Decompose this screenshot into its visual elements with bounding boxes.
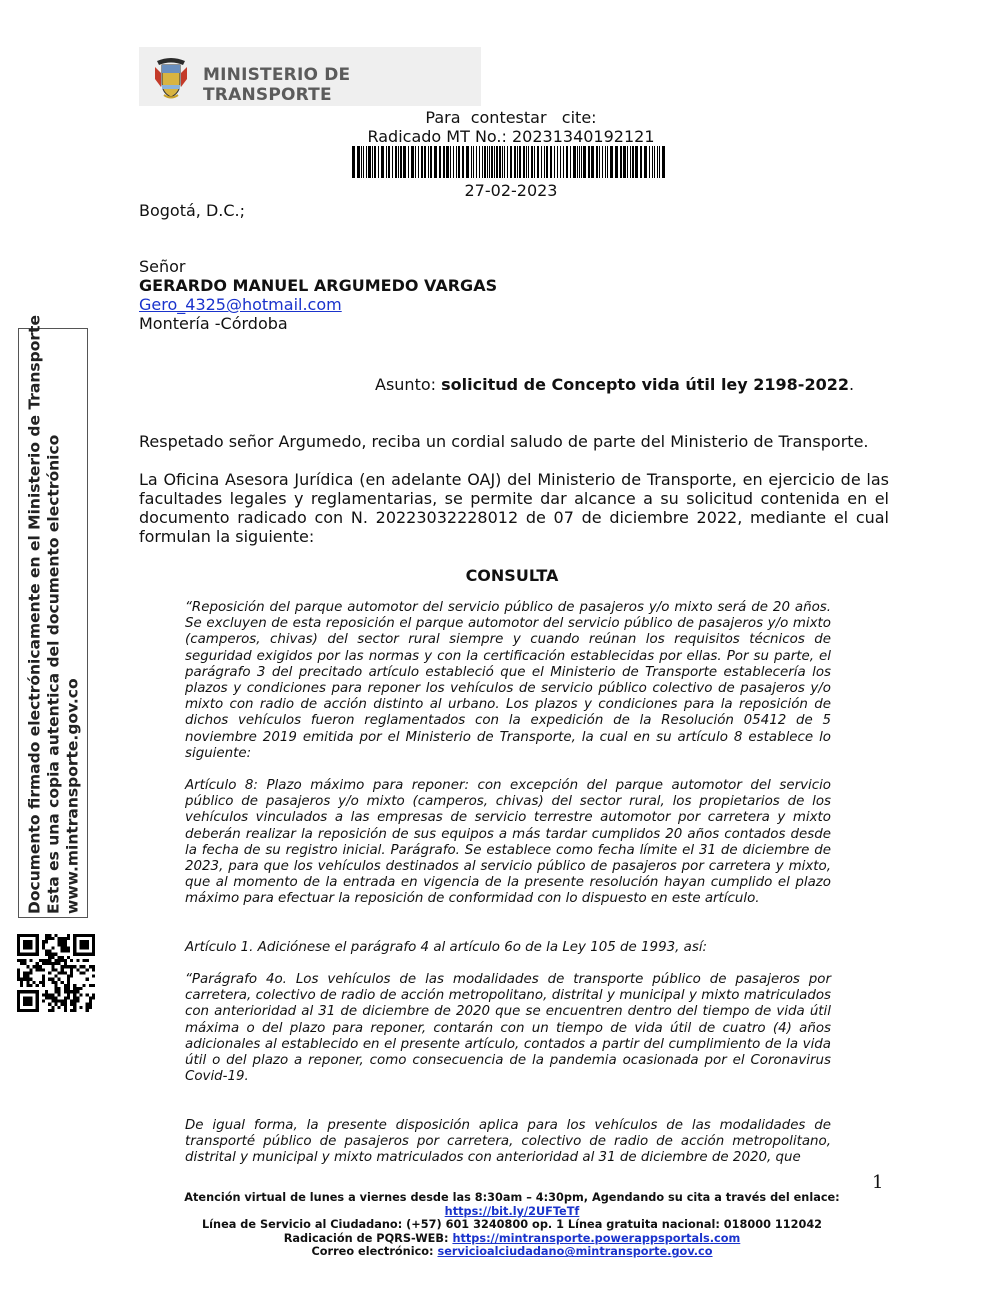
- footer-hours: Atención virtual de lunes a viernes desde las 8:30am – 4:30pm, Agendando su cita a través del enlace:: [184, 1191, 840, 1204]
- stamp-line-1: Documento firmado electrónicamente en el Ministerio de Transporte: [25, 315, 44, 914]
- quote-paragraph: De igual forma, la presente disposición aplica para los vehículos de las modalidades de transporté público de pasajeros por carretera, colectivo de radio de acción metropolitano, distrital y municipal y mixto matriculados con anterioridad al 31 de diciembre de 2020, que: [185, 1118, 831, 1166]
- consulta-heading: CONSULTA: [465, 566, 559, 585]
- cite-label: Para contestar cite:: [425, 108, 597, 127]
- radicado-number: Radicado MT No.: 20231340192121: [367, 127, 655, 146]
- cite-date: 27-02-2023: [464, 181, 558, 200]
- stamp-line-2: Esta es una copia autentica del documento electrónico: [44, 434, 63, 914]
- qr-code[interactable]: [17, 934, 95, 1012]
- footer-email-link[interactable]: servicioalciudadano@mintransporte.gov.co: [437, 1245, 713, 1259]
- footer-appointment-link[interactable]: https://bit.ly/2UFTeTf: [444, 1204, 580, 1218]
- subject-line: [375, 375, 854, 394]
- subject-end: .: [848, 375, 855, 394]
- ministry-name: MINISTERIO DE TRANSPORTE: [203, 65, 351, 105]
- barcode: [352, 146, 669, 178]
- stamp-line-3: www.mintransporte.gov.co: [63, 678, 82, 914]
- footer-email-label: Correo electrónico:: [311, 1245, 434, 1259]
- ministry-logo: [139, 47, 481, 106]
- page-number: 1: [872, 1172, 884, 1193]
- intro-paragraph: La Oficina Asesora Jurídica (en adelante OAJ) del Ministerio de Transporte, en ejercicio de las facultades legales y reglamentarias, se permite dar alcance a su solicitud contenida en el documento radicado con N. 20223032228012 de 07 de diciembre 2022, mediante el cual formulan la siguiente:: [139, 470, 889, 546]
- subject-text: solicitud de Concepto vida útil ley 2198-2022: [441, 375, 849, 394]
- quote-paragraph: “Parágrafo 4o. Los vehículos de las modalidades de transporte público de pasajeros por carretera, colectivo de radio de acción metropolitano, distrital y municipal y mixto matriculados con anterioridad al 31 de diciembre de 2020 que se encuentren dentro del tiempo de vida útil máxima o del plazo para reponer, contarán con un tiempo de vida útil de cuatro (4) años adicionales al establecido en el presente artículo, contados a partir del cumplimiento de la vida útil o del plazo a reponer, como consecuencia de la pandemia ocasionada por el Coronavirus Covid-19.: [185, 972, 831, 1085]
- salutation: Señor: [139, 257, 186, 276]
- subject-label: Asunto:: [375, 375, 437, 394]
- footer-radicacion-label: Radicación de PQRS-WEB:: [283, 1231, 449, 1245]
- city-line: Bogotá, D.C.;: [139, 201, 246, 220]
- recipient-location: Montería -Córdoba: [139, 314, 288, 333]
- footer-pqrs-link[interactable]: https://mintransporte.powerappsportals.com: [452, 1231, 741, 1245]
- greeting-paragraph: Respetado señor Argumedo, reciba un cordial saludo de parte del Ministerio de Transporte.: [139, 432, 869, 451]
- footer-phone-line: Línea de Servicio al Ciudadano: (+57) 601 3240800 op. 1 Línea gratuita nacional: 018000 112042: [201, 1218, 823, 1232]
- recipient-name: GERARDO MANUEL ARGUMEDO VARGAS: [139, 276, 498, 295]
- footer: [140, 1191, 884, 1259]
- quote-paragraph: Artículo 8: Plazo máximo para reponer: con excepción del parque automotor del servicio público de pasajeros y/o mixto (camperos, chivas) del sector rural, los propietarios de los vehículos vinculados a las empresas de servicio terrestre automotor por carretera y mixto deberán realizar la reposición de sus equipos a más tardar cumplidos 20 años contados desde la fecha de su registro inicial. Parágrafo. Se establece como fecha límite el 31 de diciembre de 2023, para que los vehículos destinados al servicio público de pasajeros por carretera y mixto, que al momento de la entrada en vigencia de la presente resolución hayan cumplido el plazo máximo para efectuar la reposición de conformidad con lo dispuesto en este artículo.: [185, 778, 831, 907]
- quote-paragraph: Artículo 1. Adiciónese el parágrafo 4 al artículo 6o de la Ley 105 de 1993, así:: [185, 940, 708, 955]
- recipient-email-link[interactable]: Gero_4325@hotmail.com: [139, 295, 342, 314]
- quote-paragraph: “Reposición del parque automotor del servicio público de pasajeros y/o mixto será de 20 años. Se excluyen de esta reposición el parque automotor del servicio público de pasajeros y/o mixto (camperos, chivas) del sector rural siempre y cuando reúnan los requisitos técnicos de seguridad exigidos por las normas y con la certificación establecidas por ellas. Por su parte, el parágrafo 3 del precitado artículo estableció que el Ministerio de Transporte establecería los plazos y condiciones para reponer los vehículos de servicio público colectivo de pasajeros y/o mixto con radio de acción distinto al urbano. Los plazos y condiciones para la reposición de dichos vehículos fueron reglamentados con la expedición de la Resolución 05412 de 5 noviembre 2019 emitida por el Ministerio de Transporte, la cual en su artículo 8 establece lo siguiente:: [185, 600, 831, 761]
- electronic-signature-stamp: [18, 315, 88, 918]
- coat-of-arms-icon: [147, 53, 195, 101]
